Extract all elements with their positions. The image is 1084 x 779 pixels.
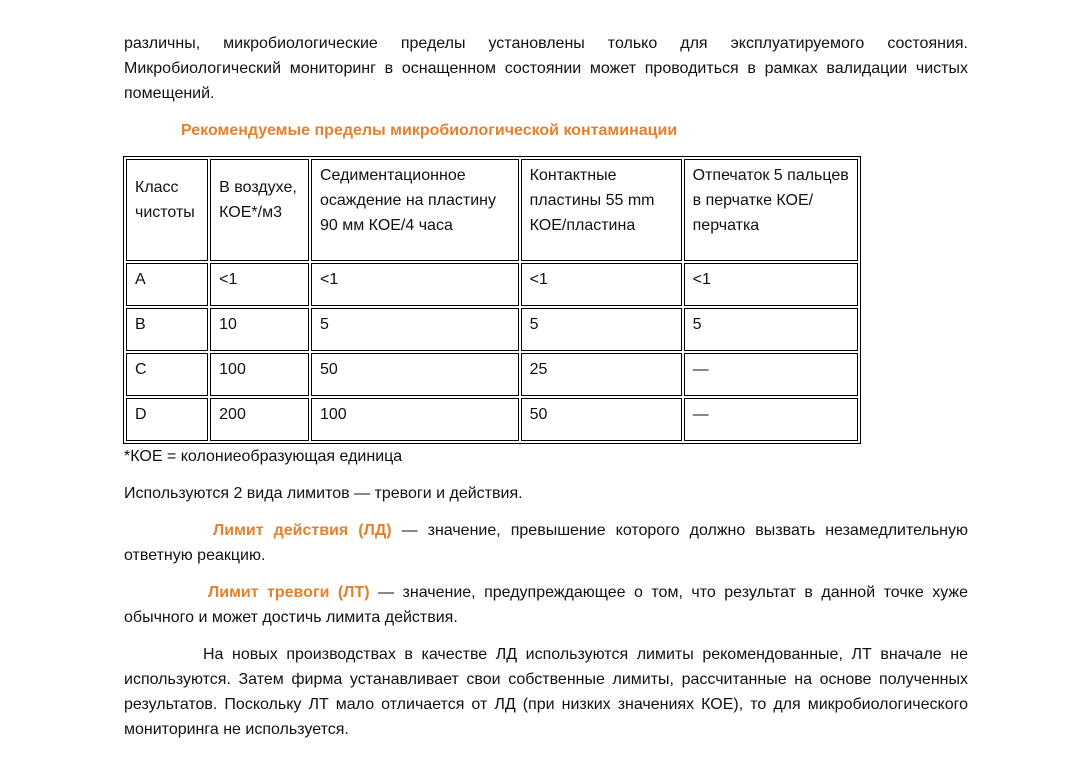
table-row — [126, 353, 858, 396]
table-cell: 100 — [311, 398, 519, 441]
table-cell: <1 — [684, 263, 858, 306]
table-cell: <1 — [311, 263, 519, 306]
contamination-limits-table — [123, 156, 861, 444]
table-row — [126, 308, 858, 351]
table-cell: B — [126, 308, 208, 351]
header-cell: Класс чистоты — [126, 159, 208, 261]
table-cell: <1 — [521, 263, 682, 306]
table-cell: 50 — [521, 398, 682, 441]
table-row — [126, 398, 858, 441]
table-footnote: *КОЕ = колониеобразующая единица — [124, 448, 403, 465]
action-limit-text: — значение, превышение которого должно вызвать незамедлительную ответную реакцию. — [124, 522, 969, 564]
alert-limit-text: — значение, предупреждающее о том, что результат в данной точке хуже обычного и может достичь лимита действия. — [124, 584, 968, 626]
table-cell: D — [126, 398, 208, 441]
table-cell: 5 — [684, 308, 858, 351]
table-header-row — [126, 159, 858, 261]
limit-types-sentence: Используются 2 вида лимитов — тревоги и действия. — [124, 485, 523, 502]
table-cell: 5 — [521, 308, 682, 351]
table-cell: A — [126, 263, 208, 306]
table-cell: 200 — [210, 398, 309, 441]
table-cell: 50 — [311, 353, 519, 396]
final-paragraph: На новых производствах в качестве ЛД используются лимиты рекомендованные, ЛТ вначале не используются. Затем фирма устанавливает свои собственные лимиты, рассчитанные на основе полученных результатов. Поскольку ЛТ мало отличается от ЛД (при низких значениях КОЕ), то для микробиологического мониторинга не используется. — [124, 646, 968, 738]
header-cell: Контактные пластины 55 mm КОЕ/пластина — [521, 159, 682, 261]
document-page — [124, 31, 968, 754]
table-cell: 10 — [210, 308, 309, 351]
table-cell: 25 — [521, 353, 682, 396]
table-cell: 5 — [311, 308, 519, 351]
table-cell: — — [684, 398, 858, 441]
table-row — [126, 263, 858, 306]
table-cell: <1 — [210, 263, 309, 306]
table-cell: 100 — [210, 353, 309, 396]
alert-limit-term: Лимит тревоги (ЛТ) — [208, 584, 370, 601]
header-cell: Отпечаток 5 пальцев в перчатке КОЕ/перчатка — [684, 159, 858, 261]
header-cell: Седиментационное осаждение на пластину 90 мм КОЕ/4 часа — [311, 159, 519, 261]
table-cell: — — [684, 353, 858, 396]
intro-paragraph: различны, микробиологические пределы установлены только для эксплуатируемого состояния. Микробиологический мониторинг в оснащенном состоянии может проводиться в рамках валидации чистых помещений. — [124, 35, 968, 102]
action-limit-term: Лимит действия (ЛД) — [213, 522, 392, 539]
action-limit-definition — [124, 518, 968, 568]
alert-limit-definition — [124, 580, 968, 630]
header-cell: В воздухе, КОЕ*/м3 — [210, 159, 309, 261]
table-heading: Рекомендуемые пределы микробиологической контаминации — [181, 122, 678, 139]
table-cell: C — [126, 353, 208, 396]
